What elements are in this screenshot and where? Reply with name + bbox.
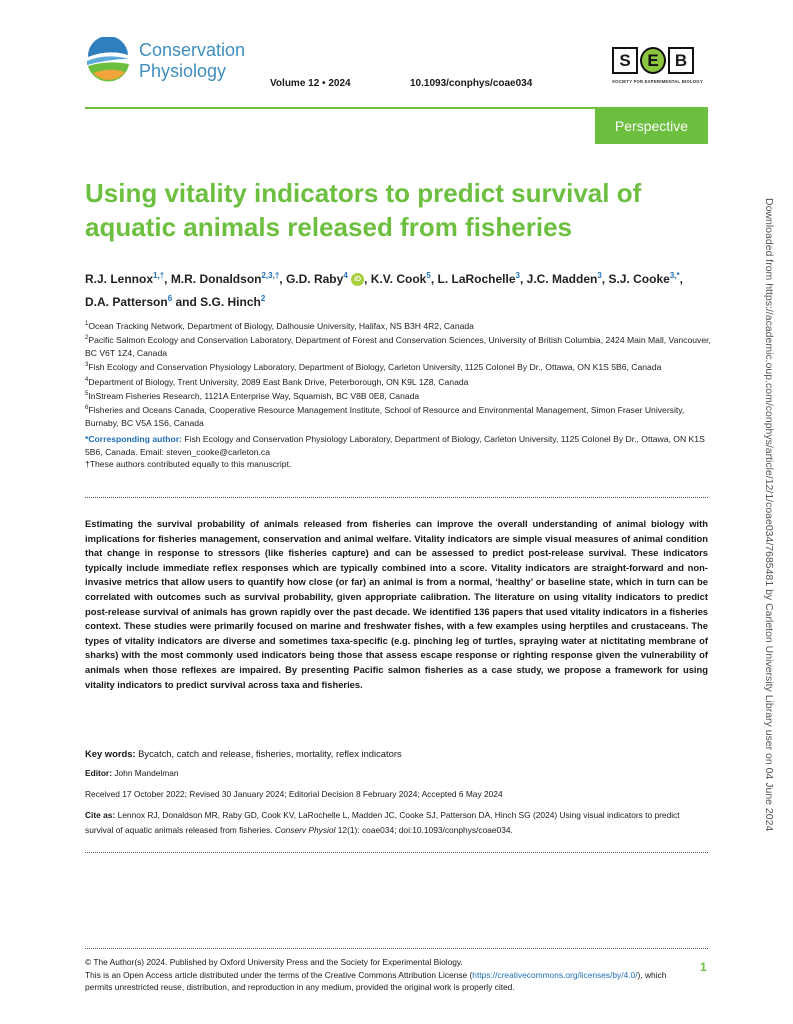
author-name: J.C. Madden [526, 272, 598, 286]
copyright-line-2a: This is an Open Access article distributed under the terms of the Creative Commons Attribution License ( [85, 969, 473, 980]
author-affiliation-marker: 6 [167, 294, 173, 303]
editor-label: Editor: [85, 768, 112, 778]
seb-letter-s: S [612, 47, 638, 74]
author-affiliation-marker: 1,† [153, 271, 165, 280]
journal-name-line2: Physiology [139, 61, 227, 81]
copyright-notice [85, 956, 695, 994]
article-type-badge: Perspective [595, 109, 708, 144]
page-number: 1 [700, 960, 707, 974]
author-affiliation-marker: 2,3,† [261, 271, 280, 280]
affiliation-number: 5 [85, 390, 89, 397]
citation [85, 808, 710, 837]
keywords-label: Key words: [85, 748, 136, 759]
author-name: G.D. Raby [285, 272, 344, 286]
affiliation-text: Pacific Salmon Ecology and Conservation Laboratory, Department of Forest and Conservation Sciences, University of British Columbia, 2424 Main Mall, Vancouver, BC V6T 1Z4, Canada [85, 335, 711, 358]
affiliation-text: Fisheries and Oceans Canada, Cooperative Resource Management Institute, School of Resource and Environmental Management, Simon Fraser University, Burnaby, BC V5A 1S6, Canada [85, 405, 685, 428]
download-note-text: Downloaded from https://academic.oup.com/conphys/article/12/1/coae034/7685481 by Carleton University Library user on 04 June 2024 [763, 198, 775, 832]
affiliation-text: Fish Ecology and Conservation Physiology Laboratory, Department of Biology, Carleton University, 1125 Colonel By Dr., Ottawa, ON K1S 5B6, Canada [88, 362, 662, 373]
article-title [85, 176, 685, 244]
keywords [85, 748, 402, 759]
seb-letter-e: E [640, 47, 666, 74]
author-name: S.J. Cooke [608, 272, 670, 286]
affiliation-number: 2 [85, 335, 89, 342]
affiliation-item [85, 402, 715, 429]
affiliation-text: Ocean Tracking Network, Department of Biology, Dalhousie University, Halifax, NS B3H 4R2, Canada [88, 320, 474, 331]
equal-contribution-note: †These authors contributed equally to this manuscript. [85, 459, 292, 469]
author-name: L. LaRochelle [437, 272, 516, 286]
affiliation-text: Department of Biology, Trent University, 2089 East Bank Drive, Peterborough, ON K9L 1Z8, Canada [88, 376, 469, 387]
author-affiliation-marker: 3 [597, 271, 602, 280]
affiliation-item [85, 374, 715, 388]
dotted-divider [85, 948, 708, 949]
author-name: S.G. Hinch [200, 295, 261, 309]
orcid-icon[interactable]: iD [351, 273, 364, 286]
affiliation-list [85, 318, 715, 429]
affiliation-item [85, 318, 715, 332]
cite-journal: Conserv Physiol [274, 824, 336, 835]
author-name: M.R. Donaldson [170, 272, 262, 286]
cite-text-2: 12(1): coae034; doi:10.1093/conphys/coae034. [335, 824, 513, 835]
seb-logo [612, 47, 696, 74]
corresponding-text: Fish Ecology and Conservation Physiology Laboratory, Department of Biology, Carleton University, 1125 Colonel By Dr., Ottawa, ON K1S 5B6, Canada. Email: steven_cooke@carleton.ca [85, 434, 705, 457]
author-affiliation-marker: 4 [343, 271, 348, 280]
author-list: R.J. Lennox$^{1,\dagger}$, M.R. Donaldson$^{2,3,\dagger}$, G.D. Raby$^4$ iD , K.V. Cook$^5$, L. LaRochelle$^3$, J.C. Madden$^3$, S.J. Cooke$^{3,*}$, D.A. Patterson$^6$ and S.G. Hinch$^2$ [85, 271, 683, 309]
journal-name [139, 40, 245, 82]
affiliation-number: 6 [85, 405, 89, 412]
affiliation-number: 3 [85, 362, 89, 369]
abstract: Estimating the survival probability of animals released from fisheries can improve the overall understanding of animal biology with implications for fisheries management, conservation and animal welfare. Vitality indicators are simple visual measures of animal condition that change in response to stressors (like fisheries capture) and can be assessed to predict post-release survival. These indicators typically include immediate reflex responses which are typically combined into a score. Vitality indicators are straight-forward and non-invasive metrics that allow users to quantify how close (or far) an animal is from a normal, ‘healthy’ or baseline state, which in turn can be correlated with outcomes such as survival probability, given appropriate calibration. The literature on using vitality indicators to predict post-release survival of animals has grown rapidly over the past decade. We identified 136 papers that used vitality indicators in a fisheries context. These studies were primarily focused on marine and freshwater fishes, with a few examples using herptiles and crustaceans. The types of vitality indicators are diverse and sometimes taxa-specific (e.g. pinching leg of turtles, spraying water at nictitating membrane of sharks) with the most commonly used indicators being those that assess escape response or righting response given the vulnerability of animals when those reflexes are impaired. By presenting Pacific salmon fisheries as a case study, we propose a framework for using vitality indicators to predict survival across taxa and fisheries. [85, 518, 708, 690]
affiliation-text: InStream Fisheries Research, 1121A Enterprise Way, Squamish, BC V8B 0E8, Canada [88, 390, 420, 401]
copyright-line-2b: ), which permits unrestricted reuse, distribution, and reproduction in any medium, provided the original work is properly cited. [85, 969, 667, 992]
affiliation-number: 4 [85, 376, 89, 383]
author-affiliation-marker: 3 [515, 271, 520, 280]
affiliation-item [85, 359, 715, 373]
download-note [757, 198, 781, 832]
editor [85, 768, 179, 778]
license-link[interactable]: https://creativecommons.org/licenses/by/4.0/ [472, 969, 638, 980]
dotted-divider [85, 852, 708, 853]
affiliation-item [85, 388, 715, 402]
title-line-1: Using vitality indicators to predict survival of [85, 178, 642, 208]
journal-name-line1: Conservation [139, 40, 246, 60]
title-line-2: aquatic animals released from fisheries [85, 212, 572, 242]
affiliation-item [85, 332, 715, 359]
seb-subtitle: SOCIETY FOR EXPERIMENTAL BIOLOGY [612, 79, 703, 84]
cite-label: Cite as: [85, 810, 116, 820]
author-affiliation-marker: 3,* [669, 271, 680, 280]
author-name: R.J. Lennox [85, 272, 154, 286]
editor-name: John Mandelman [114, 768, 179, 778]
journal-logo-icon [85, 37, 131, 83]
cite-text-1: Lennox RJ, Donaldson MR, Raby GD, Cook KV, LaRochelle L, Madden JC, Cooke SJ, Patterson DA, Hinch SG (2024) Using visual indicators to predict survival of aquatic animals released from fisheries. [85, 810, 680, 835]
keywords-text: Bycatch, catch and release, fisheries, mortality, reflex indicators [138, 748, 402, 759]
author-name: D.A. Patterson [85, 295, 168, 309]
volume-label: Volume 12 • 2024 [270, 78, 351, 89]
corresponding-author [85, 433, 715, 471]
corresponding-label: *Corresponding author: [85, 434, 182, 444]
history-dates: Received 17 October 2022; Revised 30 January 2024; Editorial Decision 8 February 2024; Accepted 6 May 2024 [85, 789, 503, 799]
seb-letter-b: B [668, 47, 694, 74]
author-affiliation-marker: 5 [426, 271, 431, 280]
dotted-divider [85, 497, 708, 498]
doi-label: 10.1093/conphys/coae034 [410, 78, 533, 89]
author-affiliation-marker: 2 [260, 294, 266, 303]
copyright-line-1: © The Author(s) 2024. Published by Oxford University Press and the Society for Experimental Biology. [85, 957, 463, 967]
affiliation-number: 1 [85, 321, 89, 327]
author-name: K.V. Cook [370, 272, 427, 286]
